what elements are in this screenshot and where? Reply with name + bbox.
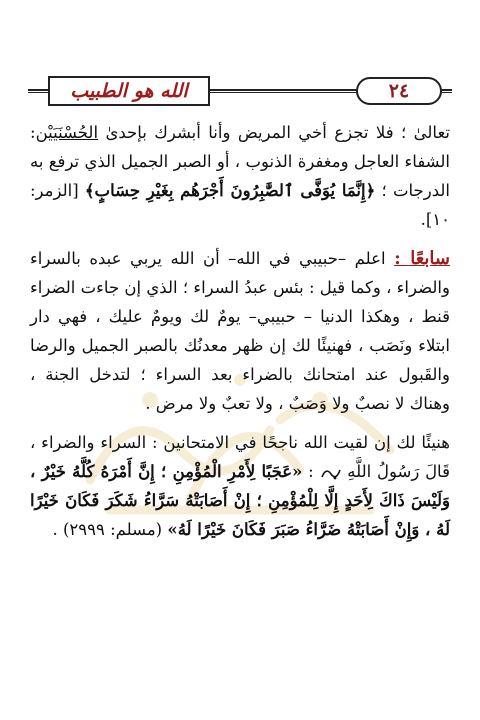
page-number: ٢٤	[356, 77, 442, 105]
p2-body: اعلم –حبيبي في الله– أن الله يربي عبده بالسراء والضراء ، وكما قيل : بئس عبدُ السراء ؛ الذي إن جاءت الضراء قنط ، وهكذا الدنيا – حبيبي– يومٌ لك ويومٌ عليك ، فهي دار ابتلاء ونَصَب ، فهنيئًا لك إن ظهر معدنُك بالصبر الجميل والرضا والقَبول عند امتحانك بالضراء بعد السراء ؛ لتدخل الجنة ، وهناك لا نصبٌ ولا وَصَبٌ ، ولا تعبٌ ولا مرض .	[30, 249, 450, 413]
book-title-box	[48, 76, 210, 106]
p3-colon: :	[302, 462, 320, 481]
paragraph-2	[30, 244, 450, 418]
page-content	[30, 118, 450, 544]
p1-text-a: تعالىٰ ؛ فلا تجزع أخي المريض وأنا أبشرك بإحدىٰ	[98, 123, 450, 142]
book-title: الله هو الطبيب	[70, 80, 188, 102]
p3-hadith: «عَجَبًا لِأَمْرِ الْمُؤْمِنِ ؛ إِنَّ أَمْرَهُ كُلَّهُ خَيْرٌ ، وَلَيْسَ ذَاكَ لِأَحَدٍ إِلَّا لِلْمُؤْمِنِ ؛ إِنْ أَصَابَتْهُ سَرَّاءُ شَكَرَ فَكَانَ خَيْرًا لَهُ ، وَإِنْ أَصَابَتْهُ ضَرَّاءُ صَبَرَ فَكَانَ خَيْرًا لَهُ»	[30, 462, 450, 539]
paragraph-3	[30, 428, 450, 544]
p1-quran-verse: ﴿إِنَّمَا يُوَفَّى ٱلصَّٰبِرُونَ أَجْرَهُم بِغَيْرِ حِسَابٍ﴾	[84, 181, 376, 200]
salawat-icon	[320, 465, 342, 481]
p3-citation: (مسلم: ٢٩٩٩) .	[52, 520, 168, 539]
paragraph-1	[30, 118, 450, 234]
p3-intro: هنيئًا لك إن لقيت الله ناجحًا في الامتحانين : السراء والضراء ، قَالَ رَسُولُ اللَّهِ	[30, 433, 450, 481]
p1-citation: [الزمر: ١٠].	[30, 181, 450, 229]
page-header	[28, 76, 452, 106]
p1-husnayayn: الحُسْنَيَيْن	[35, 123, 99, 142]
p2-lead: سابعًا :	[394, 248, 451, 269]
p1-text-b: : الشفاء العاجل ومغفرة الذنوب ، أو الصبر الجميل الذي ترفع به الدرجات ؛	[30, 123, 450, 200]
